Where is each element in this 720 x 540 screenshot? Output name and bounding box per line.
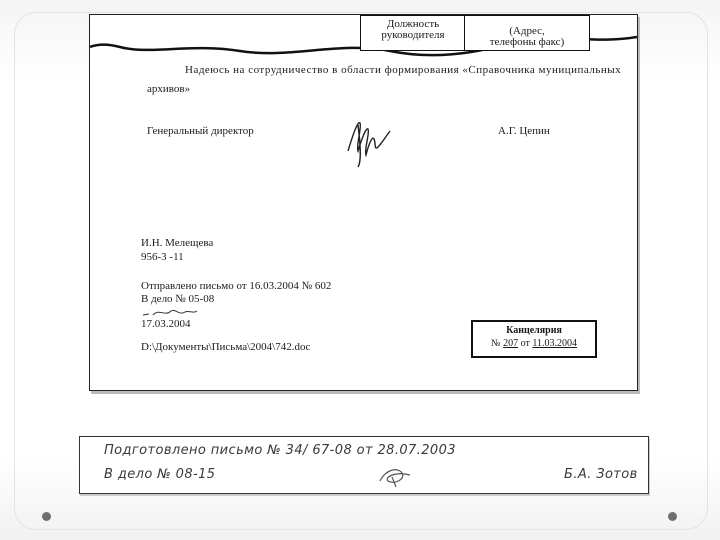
signer-title: Генеральный директор — [147, 125, 254, 137]
address-box — [464, 15, 590, 51]
file-path: D:\Документы\Письма\2004\742.doc — [141, 341, 311, 353]
position-box — [360, 15, 466, 51]
office-date-prefix: от — [520, 338, 530, 349]
note-line-2: В дело № 08-15 — [104, 467, 216, 482]
office-number-prefix: № — [491, 338, 501, 349]
request-line-2: архивов» — [147, 83, 191, 95]
director-signature — [340, 111, 400, 171]
office-stamp-line — [473, 338, 595, 349]
file-note: В дело № 05-08 — [141, 293, 215, 305]
office-date: 11.03.2004 — [532, 338, 577, 349]
sent-note: Отправлено письмо от 16.03.2004 № 602 — [141, 280, 332, 292]
office-stamp-title: Канцелярия — [506, 325, 562, 336]
position-label: Должность руководителя — [381, 18, 445, 41]
executor-phone: 956-3 -11 — [141, 251, 184, 263]
signer-name: А.Г. Цепин — [498, 125, 550, 137]
scanned-letter — [89, 14, 638, 391]
address-label: (Адрес, телефоны факс) — [489, 25, 565, 48]
executor-name: И.Н. Мелещева — [141, 237, 214, 249]
request-line-1: Надеюсь на сотрудничество в области формирования «Справочника муниципальных — [185, 64, 622, 76]
handwritten-note-card — [79, 436, 649, 494]
note-signature — [376, 465, 416, 489]
note-line-1: Подготовлено письмо № 34/ 67-08 от 28.07.2003 — [104, 443, 456, 458]
file-date: 17.03.2004 — [141, 318, 191, 330]
office-stamp — [471, 320, 597, 358]
note-signer: Б.А. Зотов — [564, 467, 638, 482]
slide-dot-left — [42, 512, 51, 521]
office-number: 207 — [503, 338, 519, 349]
slide-dot-right — [668, 512, 677, 521]
